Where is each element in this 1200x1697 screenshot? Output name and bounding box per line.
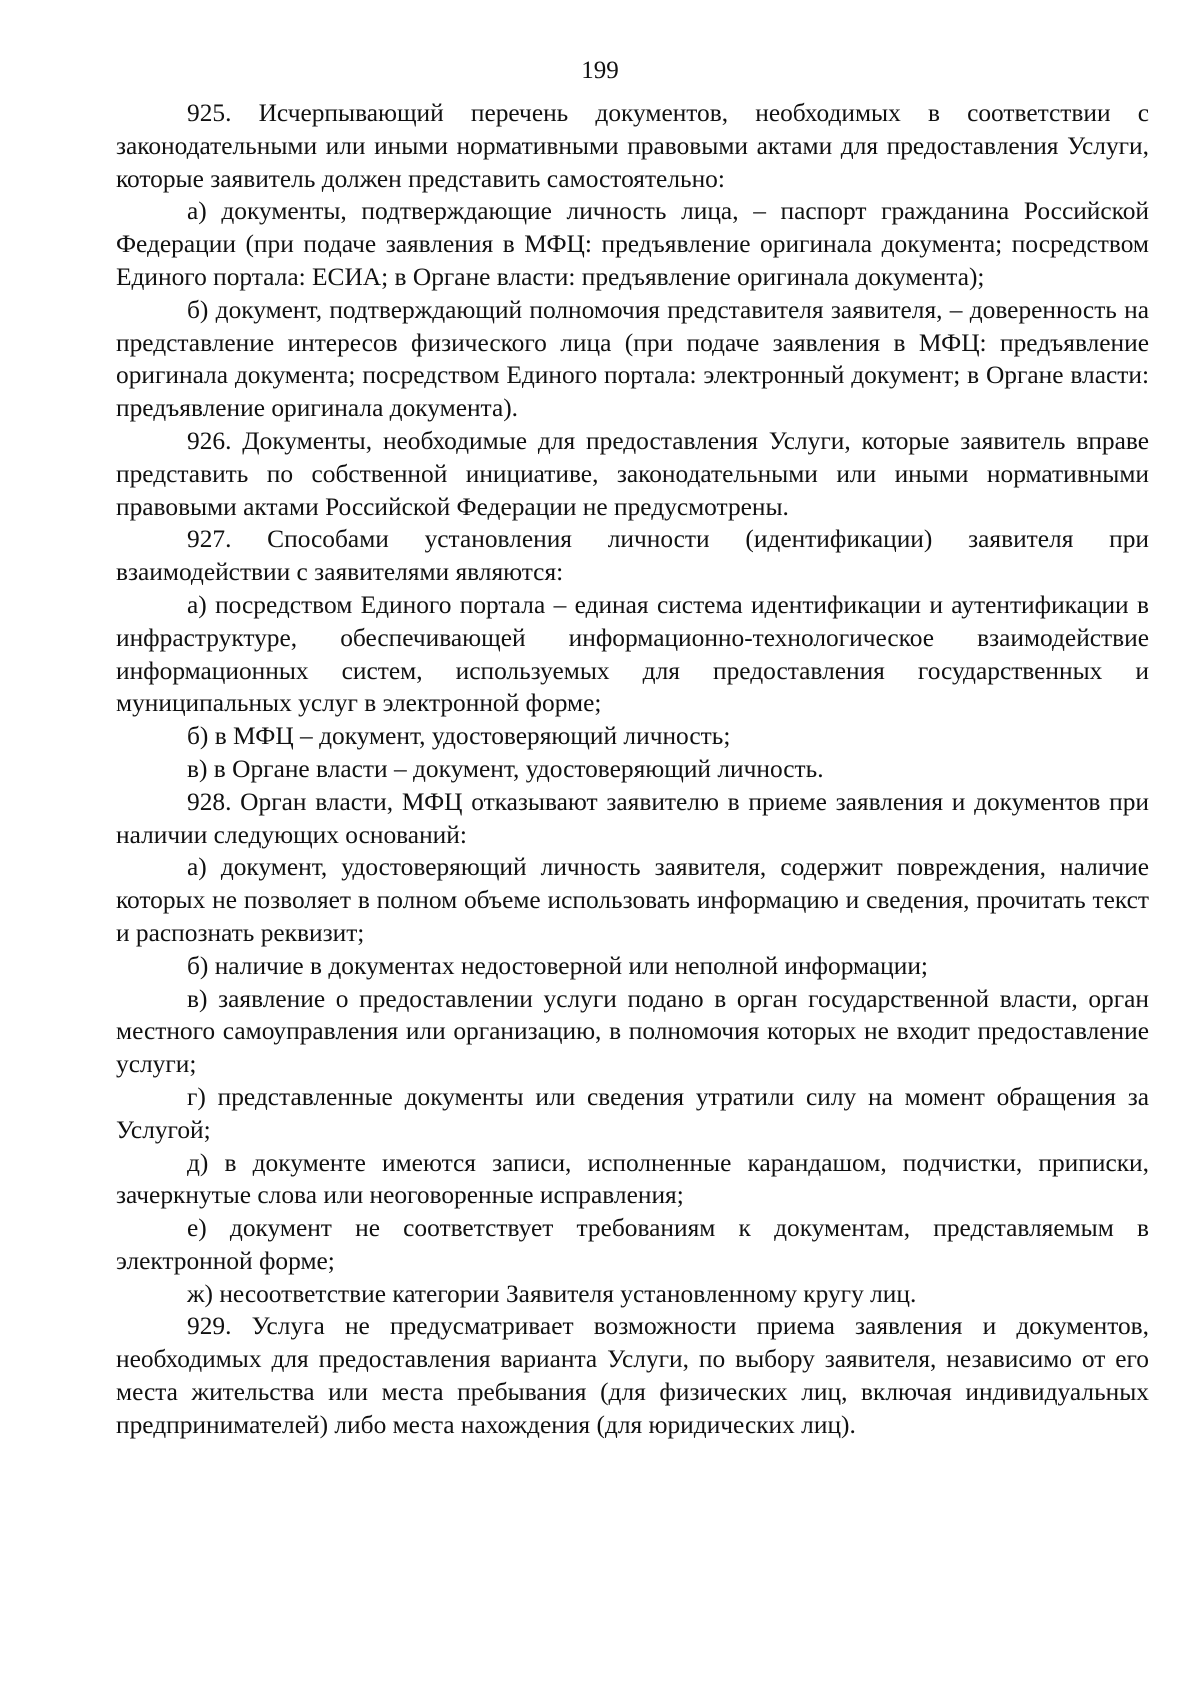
paragraph-928-v: в) заявление о предоставлении услуги подано в орган государственной власти, орган местного самоуправления или организацию, в полномочия которых не входит предоставление услуги; (116, 984, 1149, 1079)
paragraph-928-d: д) в документе имеются записи, исполненные карандашом, подчистки, приписки, зачеркнутые слова или неоговоренные исправления; (116, 1148, 1149, 1210)
paragraph-928: 928. Орган власти, МФЦ отказывают заявителю в приеме заявления и документов при наличии следующих оснований: (116, 787, 1149, 849)
paragraph-928-zh: ж) несоответствие категории Заявителя установленному кругу лиц. (187, 1279, 917, 1308)
paragraph-928-a: а) документ, удостоверяющий личность заявителя, содержит повреждения, наличие которых не позволяет в полном объеме использовать информацию и сведения, прочитать текст и распознать реквизит; (116, 853, 1149, 947)
paragraph-925-b: б) документ, подтверждающий полномочия представителя заявителя, – доверенность на представление интересов физического лица (при подаче заявления в МФЦ: предъявление оригинала документа; посредством Единого портала: электронный документ; в Органе власти: предъявление оригинала документа). (116, 295, 1149, 423)
document-body (116, 97, 1149, 1442)
paragraph-927: 927. Способами установления личности (идентификации) заявителя при взаимодействии с заявителями являются: (116, 525, 1149, 587)
paragraph-929: 929. Услуга не предусматривает возможности приема заявления и документов, необходимых для предоставления варианта Услуги, по выбору заявителя, независимо от его места жительства или места пребывания (для физических лиц, включая индивидуальных предпринимателей) либо места нахождения (для юридических лиц). (116, 1312, 1149, 1439)
paragraph-926: 926. Документы, необходимые для предоставления Услуги, которые заявитель вправе представить по собственной инициативе, законодательными или иными нормативными правовыми актами Российской Федерации не предусмотрены. (116, 426, 1149, 521)
paragraph-927-a: а) посредством Единого портала – единая система идентификации и аутентификации в инфраструктуре, обеспечивающей информационно-технологическое взаимодействие информационных систем, используемых для предоставления государственных и муниципальных услуг в электронной форме; (116, 590, 1149, 718)
paragraph-928-e: е) документ не соответствует требованиям к документам, представляемым в электронной форме; (116, 1214, 1149, 1275)
paragraph-925-a: а) документы, подтверждающие личность лица, – паспорт гражданина Российской Федерации (при подаче заявления в МФЦ: предъявление оригинала документа; посредством Единого портала: ЕСИА; в Органе власти: предъявление оригинала документа); (116, 197, 1149, 291)
paragraph-928-g: г) представленные документы или сведения утратили силу на момент обращения за Услугой; (116, 1082, 1149, 1144)
paragraph-927-v: в) в Органе власти – документ, удостоверяющий личность. (187, 754, 824, 783)
page-number: 199 (581, 57, 619, 84)
paragraph-927-b: б) в МФЦ – документ, удостоверяющий личность; (187, 722, 731, 751)
paragraph-925: 925. Исчерпывающий перечень документов, необходимых в соответствии с законодательными или иными нормативными правовыми актами для предоставления Услуги, которые заявитель должен представить самостоятельно: (116, 99, 1149, 193)
paragraph-928-b: б) наличие в документах недостоверной или неполной информации; (187, 951, 928, 980)
